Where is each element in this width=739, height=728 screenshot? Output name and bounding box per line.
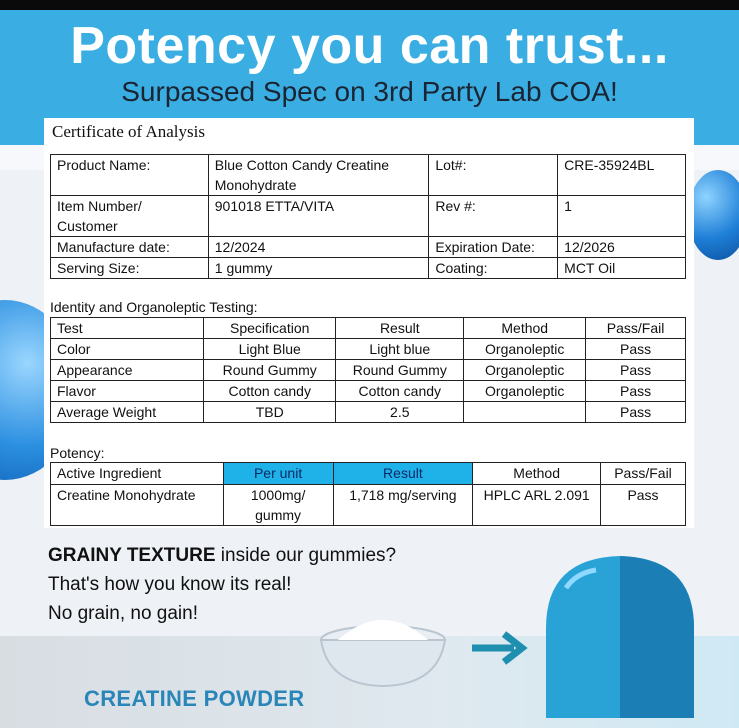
table-cell: Average Weight (51, 402, 204, 423)
table-cell: Pass (601, 485, 686, 526)
tagline-rest: inside our gummies? (215, 545, 397, 566)
info-label: Product Name: (51, 155, 209, 196)
column-header: Method (473, 463, 601, 485)
table-cell: Pass (586, 402, 686, 423)
tagline-bold: GRAINY TEXTURE (48, 545, 216, 566)
gummy-cutaway-image (536, 548, 704, 728)
table-cell: 1,718 mg/serving (333, 485, 473, 526)
top-bar (0, 0, 739, 10)
info-row (51, 258, 686, 279)
creatine-powder-label: CREATINE POWDER (84, 686, 305, 711)
column-header: Pass/Fail (586, 318, 686, 339)
info-label: Coating: (429, 258, 558, 279)
table-cell: Round Gummy (204, 360, 336, 381)
column-header: Result (333, 463, 473, 485)
table-cell: Cotton candy (336, 381, 464, 402)
potency-caption: Potency: (50, 445, 105, 461)
powder-bowl-image (318, 610, 448, 690)
table-cell: Round Gummy (336, 360, 464, 381)
table-cell (464, 402, 586, 423)
table-cell: Creatine Monohydrate (51, 485, 224, 526)
table-header-row (51, 318, 686, 339)
table-cell: Pass (586, 360, 686, 381)
table-row (51, 485, 686, 526)
tagline-line3: No grain, no gain! (48, 603, 198, 624)
column-header: Pass/Fail (601, 463, 686, 485)
info-label: Lot#: (429, 155, 558, 196)
column-header: Specification (204, 318, 336, 339)
table-row (51, 339, 686, 360)
table-cell: 2.5 (336, 402, 464, 423)
table-cell: Pass (586, 381, 686, 402)
info-value: 1 (558, 196, 686, 237)
table-header-row (51, 463, 686, 485)
table-cell: Organoleptic (464, 381, 586, 402)
table-row (51, 360, 686, 381)
info-value: 12/2024 (208, 237, 429, 258)
table-cell: Pass (586, 339, 686, 360)
tagline-line2: That's how you know its real! (48, 574, 292, 595)
column-header: Result (336, 318, 464, 339)
table-cell: Light blue (336, 339, 464, 360)
table-cell: Cotton candy (204, 381, 336, 402)
identity-caption: Identity and Organoleptic Testing: (50, 299, 258, 315)
column-header: Test (51, 318, 204, 339)
table-row (51, 381, 686, 402)
info-label: Rev #: (429, 196, 558, 237)
table-cell: TBD (204, 402, 336, 423)
info-row (51, 196, 686, 237)
info-value: MCT Oil (558, 258, 686, 279)
column-header: Active Ingredient (51, 463, 224, 485)
info-value: CRE-35924BL (558, 155, 686, 196)
column-header: Per unit (223, 463, 333, 485)
info-label: Expiration Date: (429, 237, 558, 258)
info-label: Manufacture date: (51, 237, 209, 258)
table-cell: Appearance (51, 360, 204, 381)
table-cell: HPLC ARL 2.091 (473, 485, 601, 526)
product-info-table (50, 154, 686, 279)
identity-table (50, 317, 686, 423)
info-value: 1 gummy (208, 258, 429, 279)
info-value: 12/2026 (558, 237, 686, 258)
page-title: Potency you can trust... (70, 17, 669, 75)
table-cell: Organoleptic (464, 339, 586, 360)
info-label: Serving Size: (51, 258, 209, 279)
potency-table (50, 462, 686, 526)
table-row (51, 402, 686, 423)
info-value: 901018 ETTA/VITA (208, 196, 429, 237)
info-label: Item Number/ Customer (51, 196, 209, 237)
info-row (51, 237, 686, 258)
table-cell: Light Blue (204, 339, 336, 360)
table-cell: Flavor (51, 381, 204, 402)
info-value: Blue Cotton Candy Creatine Monohydrate (208, 155, 429, 196)
info-row (51, 155, 686, 196)
table-cell: 1000mg/ gummy (223, 485, 333, 526)
decorative-sphere-right (688, 170, 739, 260)
certificate-heading: Certificate of Analysis (52, 122, 205, 141)
arrow-right-icon (470, 628, 530, 668)
table-cell: Color (51, 339, 204, 360)
column-header: Method (464, 318, 586, 339)
page-subtitle: Surpassed Spec on 3rd Party Lab COA! (121, 76, 618, 107)
table-cell: Organoleptic (464, 360, 586, 381)
